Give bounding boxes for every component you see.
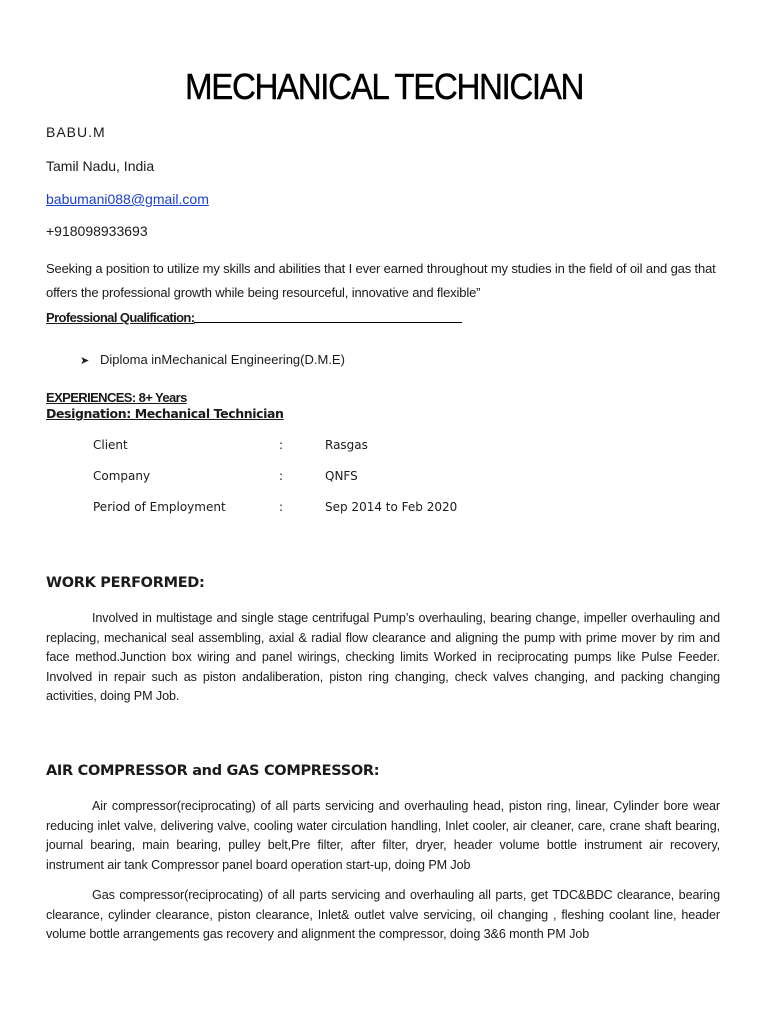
- info-value: Sep 2014 to Feb 2020: [325, 500, 458, 514]
- work-performed-text: Involved in multistage and single stage centrifugal Pump’s overhauling, bearing change, impeller overhauling and replacing, mechanical seal assembling, axial & radial flow clearance and aligning the pump with prime mover by rim and face method.Junction box wiring and panel wirings, checking limits Worked in reciprocating pumps like Pulse Feeder. Involved in repair such as piston andaliberation, piston ring changing, check valves changing, and packing changing activities, doing PM Job.: [46, 611, 720, 703]
- arrow-bullet-icon: ➤: [80, 355, 90, 367]
- page-title: MECHANICAL TECHNICIAN: [185, 66, 583, 107]
- qualification-rule: [194, 322, 462, 323]
- info-label: Period of Employment: [93, 500, 226, 514]
- info-separator: :: [279, 469, 284, 483]
- experience-heading: EXPERIENCES: 8+ Years: [46, 390, 187, 405]
- info-value: QNFS: [325, 469, 358, 483]
- candidate-location: Tamil Nadu, India: [46, 158, 155, 174]
- compressor-heading: AIR COMPRESSOR and GAS COMPRESSOR:: [46, 763, 380, 779]
- qualification-item: [80, 352, 345, 367]
- designation: Designation: Mechanical Technician: [46, 406, 284, 421]
- info-value: Rasgas: [325, 438, 368, 452]
- phone-number: +918098933693: [46, 223, 148, 239]
- candidate-name: BABU.M: [46, 124, 106, 140]
- air-compressor-text: Air compressor(reciprocating) of all parts servicing and overhauling head, piston ring, linear, Cylinder bore wear reducing inlet valve, delivering valve, cooling water circulation handling, Inlet cooler, air cleaner, care, crane shaft bearing, journal bearing, main bearing, pulley belt,Pre filter, after filter, dryer, header volume bottle instrument air recovery, instrument air tank Compressor panel board operation start-up, doing PM Job: [46, 799, 720, 872]
- info-separator: :: [279, 438, 284, 452]
- qualification-item-text: Diploma inMechanical Engineering(D.M.E): [100, 352, 345, 367]
- info-label: Client: [93, 438, 128, 452]
- work-performed-heading: WORK PERFORMED:: [46, 575, 205, 591]
- qualification-heading: Professional Qualification:: [46, 310, 195, 325]
- gas-compressor-text: Gas compressor(reciprocating) of all parts servicing and overhauling all parts, get TDC&BDC clearance, bearing clearance, cylinder clearance, piston clearance, Inlet& outlet valve servicing, oil changing , fleshing coolant line, header volume bottle arrangements gas recovery and alignment the compressor, doing 3&6 month PM Job: [46, 888, 720, 941]
- email-link[interactable]: babumani088@gmail.com: [46, 191, 209, 207]
- info-label: Company: [93, 469, 151, 483]
- info-separator: :: [279, 500, 284, 514]
- career-objective: Seeking a position to utilize my skills and abilities that I ever earned throughout my studies in the field of oil and gas that offers the professional growth while being resourceful, innovative and flexible”: [46, 261, 716, 300]
